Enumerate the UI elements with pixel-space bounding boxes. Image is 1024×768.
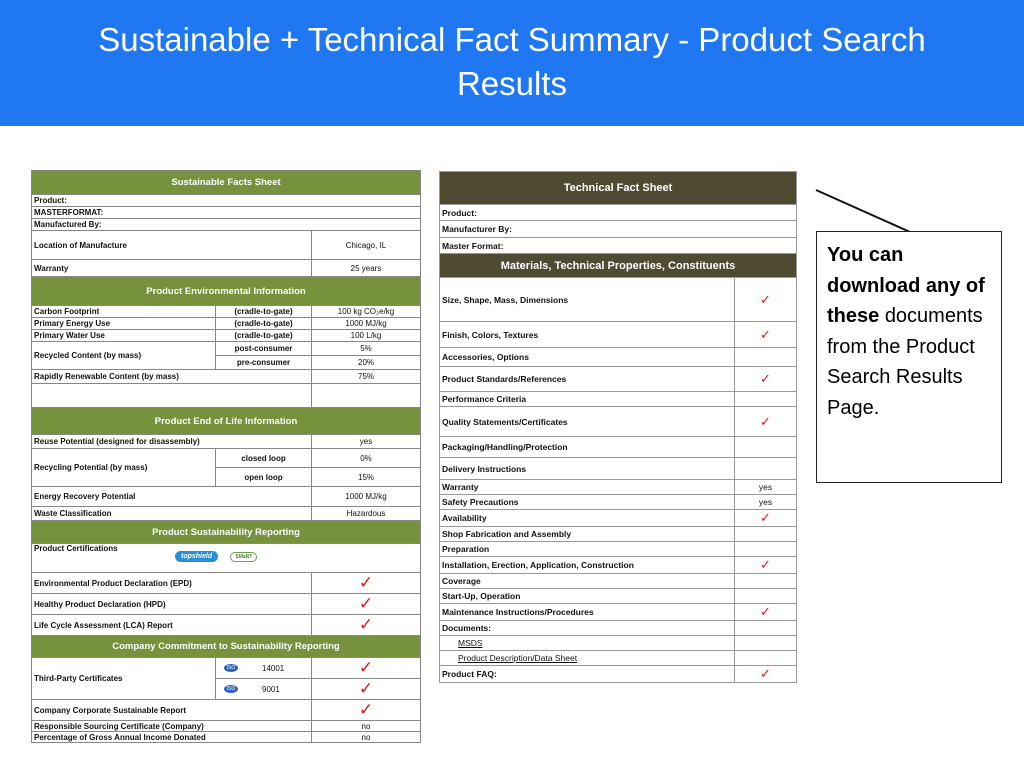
tech-master-format-field: Master Format: <box>440 238 797 254</box>
post-consumer-label: post-consumer <box>216 342 312 356</box>
closed-loop-value: 0% <box>312 449 421 468</box>
tech-row-label: Shop Fabrication and Assembly <box>440 527 735 542</box>
download-callout <box>816 231 1002 483</box>
commitment-header: Company Commitment to Sustainability Reporting <box>32 636 421 658</box>
manufactured-by-field: Manufactured By: <box>32 219 421 231</box>
tech-row-value: ✓ <box>735 322 797 348</box>
tech-row-label: Safety Precautions <box>440 495 735 510</box>
location-label: Location of Manufacture <box>32 231 312 260</box>
tech-manufacturer-field: Manufacturer By: <box>440 221 797 238</box>
tech-row-label: Preparation <box>440 542 735 557</box>
epd-label: Environmental Product Declaration (EPD) <box>32 573 312 594</box>
hpd-label: Healthy Product Declaration (HPD) <box>32 594 312 615</box>
third-party-certificates-label: Third-Party Certificates <box>32 658 216 700</box>
pre-consumer-value: 20% <box>312 356 421 370</box>
tech-row-label: Product Standards/References <box>440 367 735 392</box>
tech-row-label: Maintenance Instructions/Procedures <box>440 604 735 621</box>
carbon-footprint-scope: (cradle-to-gate) <box>216 306 312 318</box>
reuse-potential-value: yes <box>312 435 421 449</box>
environmental-info-header: Product Environmental Information <box>32 277 421 306</box>
energy-recovery-value: 1000 MJ/kg <box>312 487 421 507</box>
iso-14001-label: 14001 <box>262 663 285 673</box>
tech-row-label: Installation, Erection, Application, Construction <box>440 557 735 574</box>
smart-logo: SMaRT <box>230 552 257 562</box>
topshield-logo: topshield <box>175 551 218 562</box>
warranty-value: 25 years <box>312 260 421 277</box>
primary-energy-label: Primary Energy Use <box>32 318 216 330</box>
reuse-potential-label: Reuse Potential (designed for disassembly) <box>32 435 312 449</box>
tech-row-value: yes <box>735 495 797 510</box>
callout-bold-text: You can download any of these <box>827 244 985 327</box>
product-certifications-label: Product Certifications <box>34 544 118 553</box>
renewable-content-value: 75% <box>312 370 421 384</box>
open-loop-label: open loop <box>216 468 312 487</box>
tech-row-label: Size, Shape, Mass, Dimensions <box>440 278 735 322</box>
tech-row-value: yes <box>735 480 797 495</box>
tech-product-field: Product: <box>440 205 797 221</box>
end-of-life-header: Product End of Life Information <box>32 408 421 435</box>
tech-row-label: Accessories, Options <box>440 348 735 367</box>
technical-sheet-header: Technical Fact Sheet <box>440 172 797 205</box>
sourcing-certificate-value: no <box>312 721 421 732</box>
iso-9001-label: 9001 <box>262 684 280 694</box>
iso-14001-check-icon: ✓ <box>312 658 421 679</box>
open-loop-value: 15% <box>312 468 421 487</box>
post-consumer-value: 5% <box>312 342 421 356</box>
tech-row-value: ✓ <box>735 510 797 527</box>
product-field: Product: <box>32 195 421 207</box>
recycling-potential-label: Recycling Potential (by mass) <box>32 449 216 487</box>
epd-check-icon: ✓ <box>312 573 421 594</box>
product-faq-label: Product FAQ: <box>440 666 735 683</box>
tech-row-label: Start-Up, Operation <box>440 589 735 604</box>
corporate-report-check-icon: ✓ <box>312 700 421 721</box>
sourcing-certificate-label: Responsible Sourcing Certificate (Company) <box>32 721 312 732</box>
renewable-content-label: Rapidly Renewable Content (by mass) <box>32 370 312 384</box>
primary-energy-scope: (cradle-to-gate) <box>216 318 312 330</box>
warranty-label: Warranty <box>32 260 312 277</box>
tech-row-value: ✓ <box>735 557 797 574</box>
carbon-footprint-label: Carbon Footprint <box>32 306 216 318</box>
tech-row-value: ✓ <box>735 278 797 322</box>
location-value: Chicago, IL <box>312 231 421 260</box>
tech-row-label: Availability <box>440 510 735 527</box>
iso-logo-icon: ISO <box>224 664 238 672</box>
tech-row-label: Performance Criteria <box>440 392 735 407</box>
msds-link[interactable]: MSDS <box>440 636 735 651</box>
tech-row-label: Coverage <box>440 574 735 589</box>
primary-water-label: Primary Water Use <box>32 330 216 342</box>
tech-row-value: ✓ <box>735 407 797 437</box>
materials-header: Materials, Technical Properties, Constituents <box>440 254 797 278</box>
pre-consumer-label: pre-consumer <box>216 356 312 370</box>
tech-row-label: Warranty <box>440 480 735 495</box>
tech-row-label: Documents: <box>440 621 735 636</box>
hpd-check-icon: ✓ <box>312 594 421 615</box>
waste-classification-label: Waste Classification <box>32 507 312 521</box>
waste-classification-value: Hazardous <box>312 507 421 521</box>
page-title: Sustainable + Technical Fact Summary - Product Search Results <box>98 21 926 102</box>
tech-row-label: Finish, Colors, Textures <box>440 322 735 348</box>
lca-label: Life Cycle Assessment (LCA) Report <box>32 615 312 636</box>
income-donated-label: Percentage of Gross Annual Income Donated <box>32 732 312 743</box>
tech-row-label: Quality Statements/Certificates <box>440 407 735 437</box>
tech-row-value: ✓ <box>735 604 797 621</box>
tech-row-label: Packaging/Handling/Protection <box>440 437 735 458</box>
income-donated-value: no <box>312 732 421 743</box>
primary-energy-value: 1000 MJ/kg <box>312 318 421 330</box>
masterformat-field: MASTERFORMAT: <box>32 207 421 219</box>
tech-row-value: ✓ <box>735 367 797 392</box>
tech-row-label: Delivery Instructions <box>440 458 735 480</box>
carbon-footprint-value: 100 kg CO₂e/kg <box>312 306 421 318</box>
data-sheet-link[interactable]: Product Description/Data Sheet <box>440 651 735 666</box>
energy-recovery-label: Energy Recovery Potential <box>32 487 312 507</box>
sustainable-sheet-header: Sustainable Facts Sheet <box>32 171 421 195</box>
lca-check-icon: ✓ <box>312 615 421 636</box>
closed-loop-label: closed loop <box>216 449 312 468</box>
corporate-report-label: Company Corporate Sustainable Report <box>32 700 312 721</box>
primary-water-value: 100 L/kg <box>312 330 421 342</box>
recycled-content-label: Recycled Content (by mass) <box>32 342 216 370</box>
iso-9001-check-icon: ✓ <box>312 679 421 700</box>
iso-logo-icon: ISO <box>224 685 238 693</box>
callout-text: documents from the Product Search Results Page. <box>827 305 983 419</box>
sustainability-reporting-header: Product Sustainability Reporting <box>32 521 421 544</box>
product-faq-check-icon: ✓ <box>735 666 797 683</box>
primary-water-scope: (cradle-to-gate) <box>216 330 312 342</box>
